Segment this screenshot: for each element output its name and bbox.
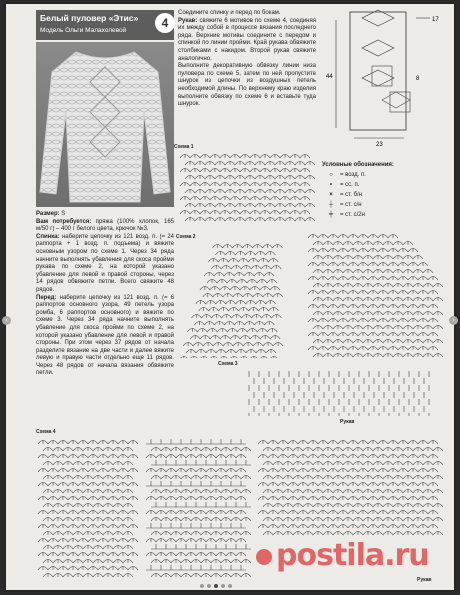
instructions-column-left bbox=[36, 211, 174, 378]
sleeve-width: 23 bbox=[376, 142, 383, 148]
carousel-dot[interactable] bbox=[221, 584, 225, 588]
label-scheme-2: Схема 2 bbox=[176, 234, 196, 240]
crochet-chart-scheme-2-left bbox=[176, 240, 286, 358]
sleeve-top: 17 bbox=[432, 17, 439, 23]
stitch-pattern bbox=[180, 154, 315, 221]
label-scheme-4: Схема 4 bbox=[36, 429, 56, 435]
carousel-dots bbox=[200, 575, 260, 581]
carousel-dot-active[interactable] bbox=[214, 584, 218, 588]
front-paragraph: Перед: наберите цепочку из 121 возд. п. (= 6 раппортов основного узора, 49 петель узора ромба, 6 раппортов основного) и вяжите по схеме 3. Через 34 ряда начните выполнять убавление для скоса пройми по схеме 2, на которой указано убавление для левой и правой стороны. При этом через 37 рядов от начала разделите вязание на две части и далее вяжите левую и правую части отдельно еще 11 рядов. Через 48 рядов от начала вязания обвяжите петли. bbox=[36, 294, 174, 377]
crochet-chart-scheme-2-right bbox=[306, 230, 446, 358]
carousel-dot[interactable] bbox=[200, 584, 204, 588]
sleeve-side: 8 bbox=[416, 76, 420, 82]
carousel-dot[interactable] bbox=[228, 584, 232, 588]
back-paragraph: Спинка: наберите цепочку из 121 возд. п. (= 24 раппорта + 1 возд. п. подъема) и вяжите основным узором по схеме 1. Через 34 ряда начните выполнять убавления для скоса пройми рукава по схеме 2, на которой указано убавление для левой и правой стороны, через 14 рядов обвяжите петли. Всего свяжите 48 рядов. bbox=[36, 233, 174, 293]
label-scheme-3: Схема 3 bbox=[218, 361, 238, 367]
sleeve-paragraph: Рукав: свяжите 6 мотивов по схеме 4, соединяя их между собой в процессе вязания последнего ряда. Верхние мотивы соедините с передом и спинкой по линии пройми. Край рукава обвяжите столбиками с накидом. Второй рукав свяжите аналогично. bbox=[178, 17, 316, 62]
magazine-page bbox=[6, 4, 454, 590]
crochet-chart-scheme-4-center bbox=[144, 436, 256, 578]
label-scheme-1: Схема 1 bbox=[174, 144, 194, 150]
crochet-chart-scheme-4-left bbox=[36, 436, 144, 578]
legend-item: ○ = возд. п. bbox=[329, 172, 366, 178]
sweater-photo bbox=[36, 42, 174, 207]
stitch-pattern bbox=[179, 244, 283, 358]
legend-item: × = ст. б/н bbox=[329, 192, 363, 198]
sweater-image bbox=[36, 42, 174, 207]
watermark: postila.ru bbox=[256, 538, 429, 573]
carousel-dot[interactable] bbox=[207, 584, 211, 588]
prev-arrow-icon[interactable]: ‹ bbox=[2, 316, 11, 325]
stitch-pattern bbox=[249, 371, 429, 416]
stitch-pattern bbox=[308, 234, 443, 357]
legend bbox=[322, 162, 442, 220]
watermark-logo-icon bbox=[256, 549, 272, 565]
crochet-chart-scheme-4-right bbox=[256, 436, 446, 538]
size-paragraph: Размер: S bbox=[36, 211, 66, 217]
crochet-chart-scheme-1 bbox=[178, 150, 318, 222]
instructions-column-right bbox=[178, 10, 316, 109]
legend-item: ╪ = ст. с/2н bbox=[328, 212, 365, 218]
page-title: Белый пуловер «Этис» bbox=[40, 13, 139, 23]
model-number-badge: 4 bbox=[155, 13, 175, 33]
label-sleeve: Рукав bbox=[340, 419, 355, 425]
page-subtitle: Модель Ольги Малахолевой bbox=[40, 27, 127, 34]
label-sleeve-bottom: Рукав bbox=[417, 577, 432, 583]
next-arrow-icon[interactable]: › bbox=[449, 316, 458, 325]
stitch-pattern bbox=[258, 440, 443, 535]
stitch-pattern bbox=[146, 439, 251, 577]
seam-paragraph: Соедините спинку и перед по бокам. bbox=[178, 10, 281, 16]
legend-title: Условные обозначения: bbox=[322, 162, 394, 168]
stitch-pattern bbox=[38, 440, 138, 577]
title-banner bbox=[36, 10, 174, 40]
legend-item: ┼ = ст. с/н bbox=[328, 202, 362, 208]
sleeve-schematic bbox=[324, 8, 446, 148]
crochet-chart-scheme-5 bbox=[242, 368, 438, 416]
edging-paragraph: Выполните декоративную обвязку линии низа пуловера по схеме 5, затем по ней пропустите шнурок из цепочки из воздушных петель необходимой длины. По верхнему краю изделия выполните обвязку по схеме 6 и вставьте туда шнурок. bbox=[178, 63, 316, 108]
legend-item: • = сс. п. bbox=[329, 182, 360, 188]
sleeve-length: 44 bbox=[326, 74, 333, 80]
materials-paragraph: Вам потребуется: пряжа (100% хлопок, 165 м/50 г) – 400 г белого цвета, крючок №3. bbox=[36, 218, 175, 233]
